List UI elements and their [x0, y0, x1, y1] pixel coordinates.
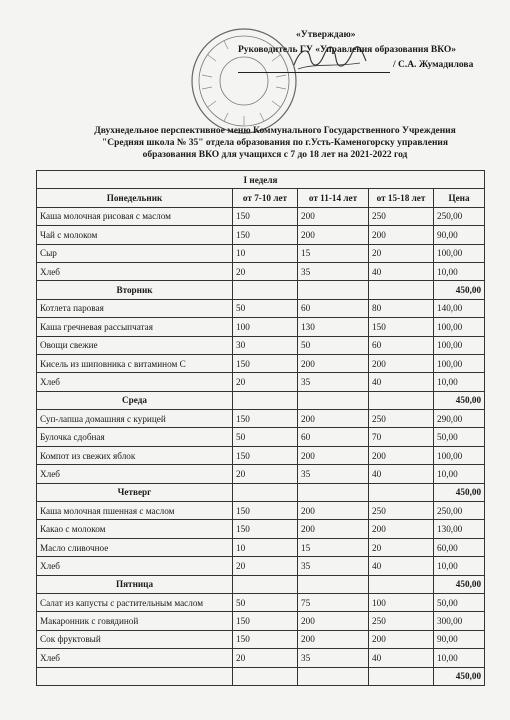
portion-15-18: 250	[369, 207, 434, 225]
empty-cell	[298, 667, 369, 685]
portion-11-14: 60	[298, 428, 369, 446]
day-total: 450,00	[434, 281, 485, 299]
portion-11-14: 200	[298, 207, 369, 225]
title-line: Двухнедельное перспективное меню Коммунального Государственного Учреждения	[94, 126, 456, 136]
portion-11-14: 200	[298, 612, 369, 630]
day-total: 450,00	[434, 483, 485, 501]
portion-7-10: 150	[233, 354, 298, 372]
title-line: образования ВКО для учащихся с 7 до 18 лет на 2021-2022 год	[142, 150, 408, 160]
portion-11-14: 200	[298, 410, 369, 428]
portion-7-10: 150	[233, 612, 298, 630]
dish-name: Хлеб	[37, 373, 233, 391]
portion-7-10: 20	[233, 373, 298, 391]
portion-11-14: 75	[298, 593, 369, 611]
day-row	[37, 483, 485, 501]
portion-7-10: 30	[233, 336, 298, 354]
table-row	[37, 226, 485, 244]
portion-15-18: 40	[369, 465, 434, 483]
portion-15-18: 250	[369, 410, 434, 428]
col-header-age-15-18: от 15-18 лет	[369, 189, 434, 207]
portion-15-18: 200	[369, 520, 434, 538]
day-name: Вторник	[37, 281, 233, 299]
dish-name: Каша молочная рисовая с маслом	[37, 207, 233, 225]
portion-11-14: 130	[298, 318, 369, 336]
portion-15-18: 40	[369, 262, 434, 280]
dish-price: 250,00	[434, 502, 485, 520]
portion-7-10: 20	[233, 262, 298, 280]
table-row	[37, 538, 485, 556]
portion-7-10: 150	[233, 410, 298, 428]
portion-11-14: 200	[298, 446, 369, 464]
approval-signer: / С.А. Жумадилова	[393, 60, 474, 70]
day-total: 450,00	[434, 575, 485, 593]
empty-cell	[233, 483, 298, 501]
empty-cell	[37, 667, 233, 685]
dish-price: 250,00	[434, 207, 485, 225]
dish-name: Булочка сдобная	[37, 428, 233, 446]
table-row	[37, 520, 485, 538]
portion-15-18: 150	[369, 318, 434, 336]
table-row	[37, 446, 485, 464]
portion-7-10: 150	[233, 207, 298, 225]
dish-price: 10,00	[434, 373, 485, 391]
table-row	[37, 557, 485, 575]
empty-cell	[298, 391, 369, 409]
table-row	[37, 299, 485, 317]
empty-cell	[298, 281, 369, 299]
dish-name: Хлеб	[37, 557, 233, 575]
dish-name: Каша молочная пшенная с маслом	[37, 502, 233, 520]
portion-7-10: 50	[233, 428, 298, 446]
approval-block	[238, 28, 500, 73]
portion-7-10: 150	[233, 630, 298, 648]
portion-7-10: 100	[233, 318, 298, 336]
title-line: "Средняя школа № 35" отдела образования по г.Усть-Каменогорску управления	[101, 138, 449, 148]
portion-7-10: 10	[233, 538, 298, 556]
table-row	[37, 318, 485, 336]
portion-7-10: 50	[233, 593, 298, 611]
dish-price: 90,00	[434, 630, 485, 648]
dish-name: Компот из свежих яблок	[37, 446, 233, 464]
dish-name: Сыр	[37, 244, 233, 262]
portion-11-14: 200	[298, 226, 369, 244]
final-total: 450,00	[434, 667, 485, 685]
portion-15-18: 100	[369, 593, 434, 611]
dish-price: 50,00	[434, 428, 485, 446]
portion-15-18: 40	[369, 557, 434, 575]
portion-11-14: 15	[298, 538, 369, 556]
day-name: Среда	[37, 391, 233, 409]
day-name: Пятница	[37, 575, 233, 593]
approval-heading: «Утверждаю»	[296, 30, 356, 40]
dish-price: 10,00	[434, 557, 485, 575]
signature-underline	[238, 62, 390, 73]
dish-price: 290,00	[434, 410, 485, 428]
portion-7-10: 150	[233, 446, 298, 464]
portion-11-14: 35	[298, 557, 369, 575]
portion-15-18: 200	[369, 226, 434, 244]
week-row	[37, 171, 485, 189]
dish-price: 90,00	[434, 226, 485, 244]
dish-price: 100,00	[434, 446, 485, 464]
table-row	[37, 336, 485, 354]
portion-15-18: 80	[369, 299, 434, 317]
dish-price: 60,00	[434, 538, 485, 556]
dish-price: 100,00	[434, 318, 485, 336]
col-header-age-11-14: от 11-14 лет	[298, 189, 369, 207]
dish-name: Салат из капусты с растительным маслом	[37, 593, 233, 611]
empty-cell	[233, 391, 298, 409]
col-header-price: Цена	[434, 189, 485, 207]
portion-15-18: 20	[369, 244, 434, 262]
empty-cell	[298, 483, 369, 501]
day-row	[37, 391, 485, 409]
portion-15-18: 40	[369, 649, 434, 667]
portion-15-18: 250	[369, 502, 434, 520]
dish-name: Овощи свежие	[37, 336, 233, 354]
table-row	[37, 354, 485, 372]
portion-15-18: 40	[369, 373, 434, 391]
portion-15-18: 200	[369, 354, 434, 372]
portion-7-10: 150	[233, 520, 298, 538]
portion-7-10: 20	[233, 557, 298, 575]
dish-name: Суп-лапша домашняя с курицей	[37, 410, 233, 428]
empty-cell	[369, 667, 434, 685]
table-row	[37, 593, 485, 611]
dish-price: 140,00	[434, 299, 485, 317]
table-row	[37, 262, 485, 280]
table-row	[37, 465, 485, 483]
day-header-monday: Понедельник	[37, 189, 233, 207]
day-row	[37, 281, 485, 299]
portion-11-14: 35	[298, 373, 369, 391]
dish-name: Макаронник с говядиной	[37, 612, 233, 630]
portion-11-14: 200	[298, 520, 369, 538]
portion-7-10: 10	[233, 244, 298, 262]
col-header-age-7-10: от 7-10 лет	[233, 189, 298, 207]
portion-15-18: 250	[369, 612, 434, 630]
table-row	[37, 630, 485, 648]
dish-name: Хлеб	[37, 649, 233, 667]
empty-cell	[369, 391, 434, 409]
day-total: 450,00	[434, 391, 485, 409]
day-name: Четверг	[37, 483, 233, 501]
dish-price: 100,00	[434, 354, 485, 372]
dish-name: Сок фруктовый	[37, 630, 233, 648]
portion-15-18: 60	[369, 336, 434, 354]
empty-cell	[369, 575, 434, 593]
table-row	[37, 410, 485, 428]
dish-name: Масло сливочное	[37, 538, 233, 556]
document-title	[60, 125, 490, 161]
dish-price: 130,00	[434, 520, 485, 538]
dish-name: Какао с молоком	[37, 520, 233, 538]
dish-price: 100,00	[434, 244, 485, 262]
portion-15-18: 20	[369, 538, 434, 556]
dish-price: 300,00	[434, 612, 485, 630]
portion-11-14: 50	[298, 336, 369, 354]
dish-price: 10,00	[434, 649, 485, 667]
dish-name: Кисель из шиповника с витамином С	[37, 354, 233, 372]
day-row	[37, 575, 485, 593]
portion-7-10: 150	[233, 226, 298, 244]
header-row	[37, 189, 485, 207]
dish-price: 10,00	[434, 465, 485, 483]
empty-cell	[233, 575, 298, 593]
table-row	[37, 207, 485, 225]
table-row	[37, 428, 485, 446]
dish-name: Хлеб	[37, 262, 233, 280]
final-total-row	[37, 667, 485, 685]
portion-7-10: 50	[233, 299, 298, 317]
portion-11-14: 15	[298, 244, 369, 262]
dish-name: Котлета паровая	[37, 299, 233, 317]
portion-11-14: 60	[298, 299, 369, 317]
portion-7-10: 20	[233, 649, 298, 667]
table-row	[37, 373, 485, 391]
portion-11-14: 200	[298, 502, 369, 520]
portion-15-18: 200	[369, 630, 434, 648]
portion-15-18: 200	[369, 446, 434, 464]
table-row	[37, 649, 485, 667]
empty-cell	[369, 483, 434, 501]
empty-cell	[233, 667, 298, 685]
approval-position: Руководитель ГУ «Управления образования ВКО»	[238, 45, 456, 55]
portion-7-10: 20	[233, 465, 298, 483]
dish-price: 100,00	[434, 336, 485, 354]
empty-cell	[233, 281, 298, 299]
menu-table	[36, 170, 485, 686]
approval-signature-line	[238, 58, 500, 73]
portion-11-14: 200	[298, 630, 369, 648]
portion-15-18: 70	[369, 428, 434, 446]
table-row	[37, 502, 485, 520]
dish-name: Хлеб	[37, 465, 233, 483]
table-row	[37, 244, 485, 262]
portion-11-14: 35	[298, 465, 369, 483]
dish-price: 10,00	[434, 262, 485, 280]
portion-11-14: 35	[298, 262, 369, 280]
empty-cell	[298, 575, 369, 593]
empty-cell	[369, 281, 434, 299]
portion-11-14: 200	[298, 354, 369, 372]
portion-7-10: 150	[233, 502, 298, 520]
portion-11-14: 35	[298, 649, 369, 667]
dish-name: Каша гречневая рассыпчатая	[37, 318, 233, 336]
table-row	[37, 612, 485, 630]
dish-price: 50,00	[434, 593, 485, 611]
week-label: I неделя	[37, 171, 485, 189]
dish-name: Чай с молоком	[37, 226, 233, 244]
